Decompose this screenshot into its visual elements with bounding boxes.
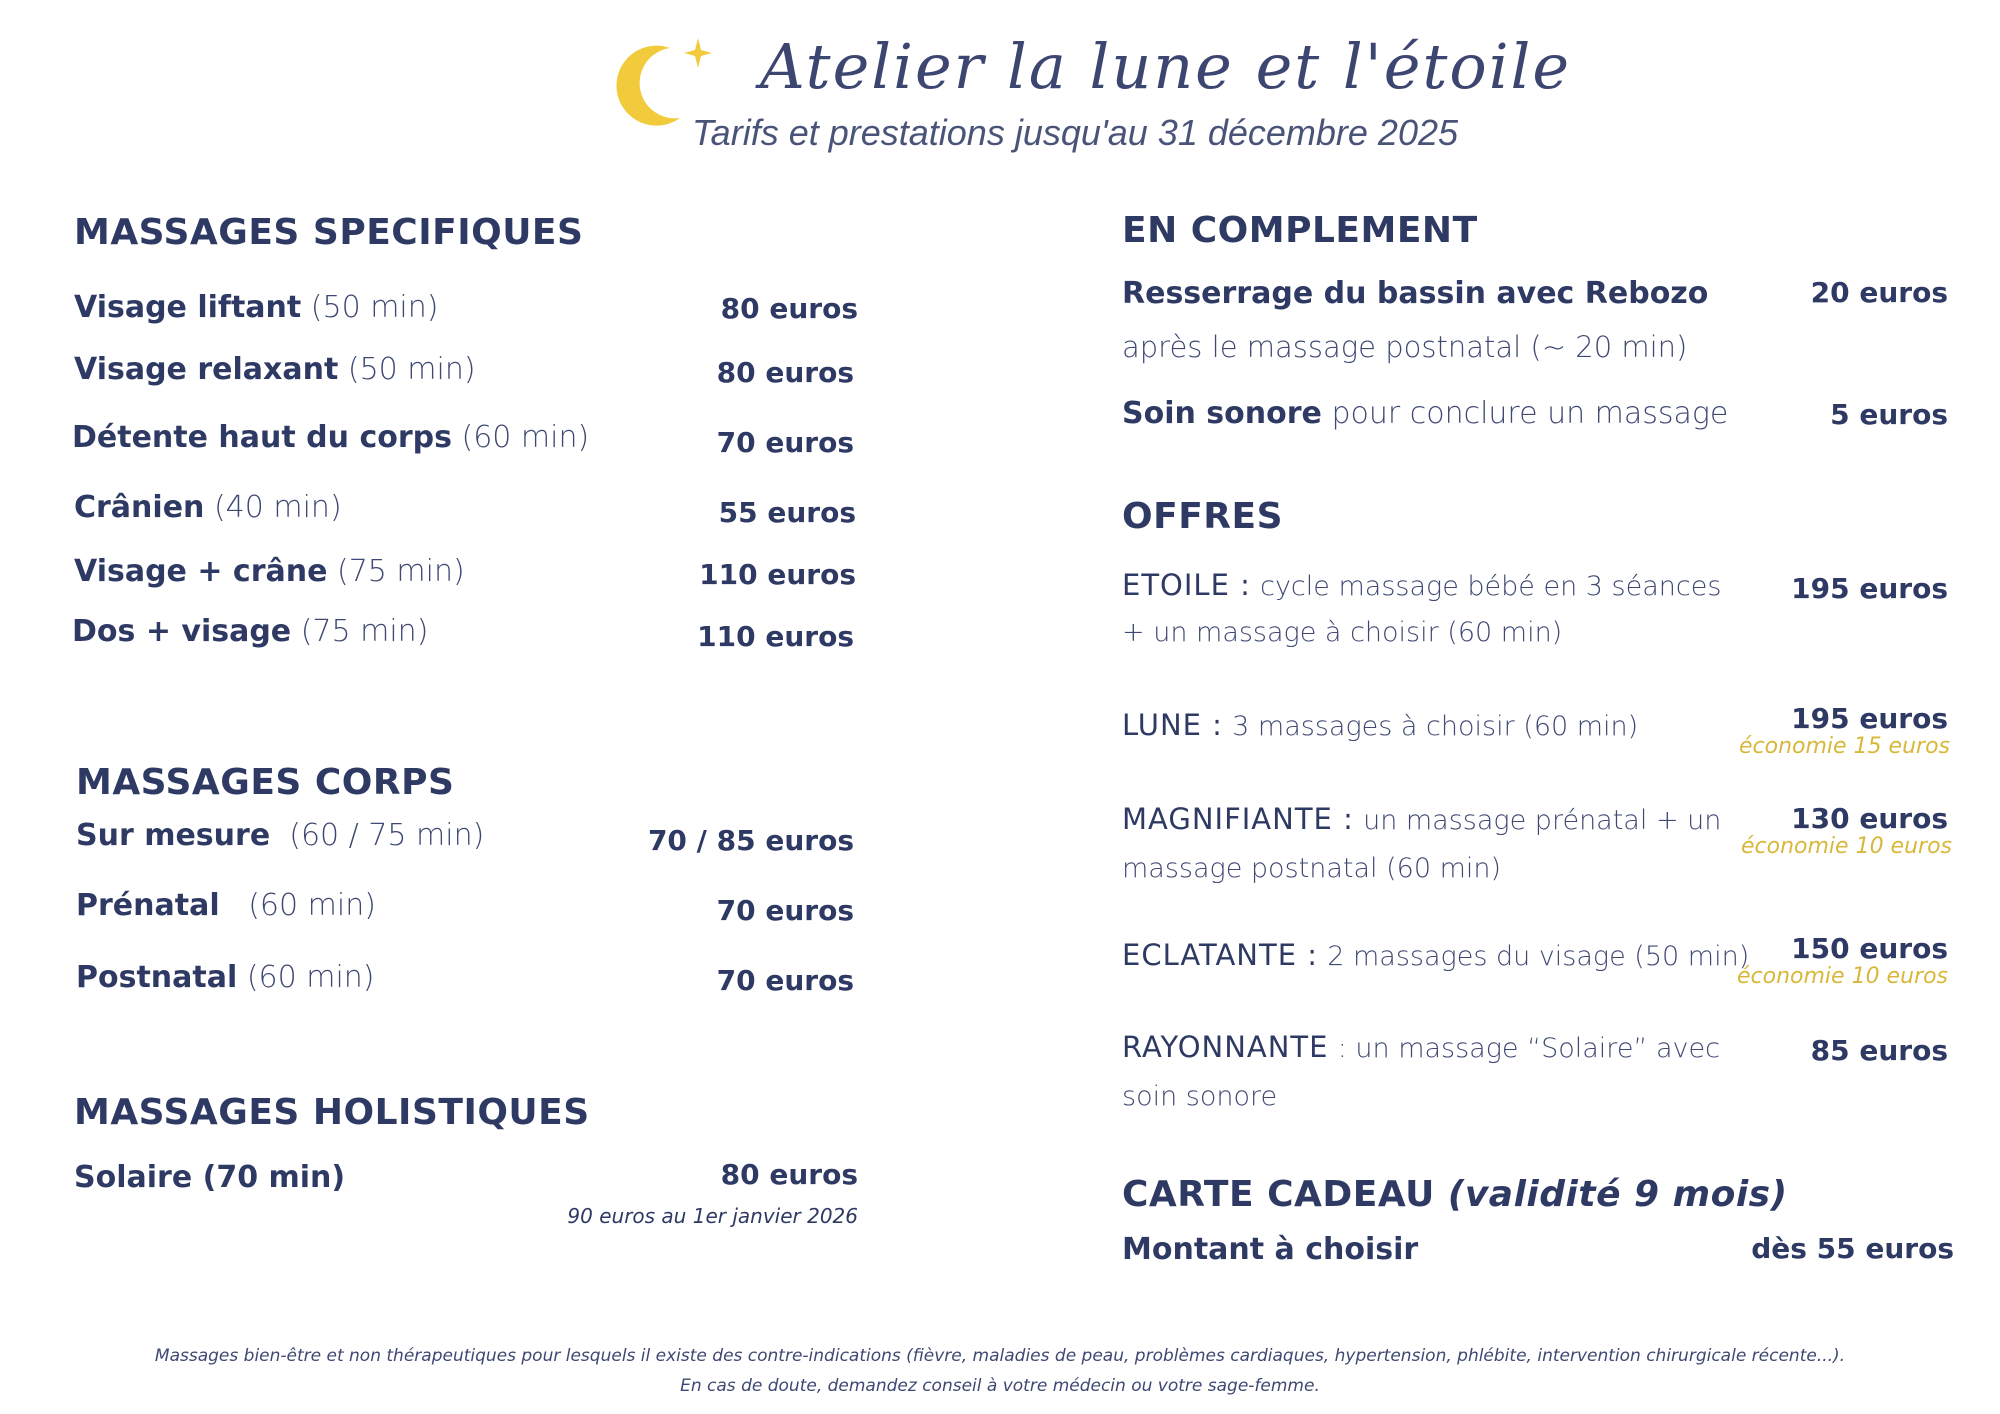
- service-name: Postnatal (60 min): [76, 960, 375, 995]
- section-title-complement: EN COMPLEMENT: [1122, 210, 1478, 251]
- service-price: 5 euros: [1830, 398, 1948, 431]
- service-price: 70 / 85 euros: [647, 824, 854, 857]
- service-name: Visage liftant (50 min): [74, 290, 439, 325]
- service-price: 20 euros: [1810, 276, 1948, 309]
- service-name: Soin sonore pour conclure un massage: [1122, 396, 1729, 431]
- offer-saving: économie 10 euros: [1737, 964, 1948, 989]
- disclaimer-line-1: Massages bien-être et non thérapeutiques pour lesquels il existe des contre-indications (fièvre, maladies de peau, problèmes cardiaques, hypertension, phlébite, intervention chirurgicale récente...).: [154, 1346, 1846, 1366]
- section-title-specifiques: MASSAGES SPECIFIQUES: [74, 212, 584, 253]
- section-title-holistiques: MASSAGES HOLISTIQUES: [74, 1092, 590, 1133]
- service-price: 80 euros: [720, 1158, 858, 1191]
- section-title-offres: OFFRES: [1122, 496, 1284, 537]
- offer-rayonnante: RAYONNANTE : un massage “Solaire” avec: [1122, 1030, 1720, 1064]
- service-name: Montant à choisir: [1122, 1232, 1419, 1267]
- offer-price: 85 euros: [1810, 1034, 1948, 1067]
- service-name: Dos + visage (75 min): [72, 614, 429, 649]
- service-name: Détente haut du corps (60 min): [72, 420, 590, 455]
- service-price: 110 euros: [699, 558, 856, 591]
- offer-saving: économie 15 euros: [1739, 734, 1950, 759]
- offer-price: 195 euros: [1791, 702, 1948, 735]
- offer-etoile: ETOILE : cycle massage bébé en 3 séances: [1122, 568, 1722, 602]
- offer-price: 150 euros: [1791, 932, 1948, 965]
- service-name: Sur mesure (60 / 75 min): [76, 818, 485, 853]
- service-price: 110 euros: [697, 620, 854, 653]
- service-price: 70 euros: [716, 964, 854, 997]
- section-title-corps: MASSAGES CORPS: [76, 762, 455, 803]
- service-price: 80 euros: [716, 356, 854, 389]
- service-name: Visage + crâne (75 min): [74, 554, 465, 589]
- page-subtitle: Tarifs et prestations jusqu'au 31 décembre 2025: [692, 112, 1459, 153]
- offer-eclatante: ECLATANTE : 2 massages du visage (50 min): [1122, 938, 1750, 972]
- service-name: Resserrage du bassin avec Rebozo: [1122, 276, 1709, 311]
- service-price: 70 euros: [716, 426, 854, 459]
- offer-price: 130 euros: [1791, 802, 1948, 835]
- service-desc: après le massage postnatal (~ 20 min): [1122, 330, 1688, 364]
- offer-rayonnante-line2: soin sonore: [1122, 1081, 1278, 1112]
- service-name: Prénatal (60 min): [76, 888, 376, 923]
- service-name: Crânien (40 min): [74, 490, 342, 525]
- service-price: 80 euros: [720, 292, 858, 325]
- price-note: 90 euros au 1er janvier 2026: [567, 1204, 858, 1228]
- offer-saving: économie 10 euros: [1741, 834, 1952, 859]
- offer-lune: LUNE : 3 massages à choisir (60 min): [1122, 708, 1639, 742]
- service-name: Visage relaxant (50 min): [74, 352, 476, 387]
- offer-magnifiante: MAGNIFIANTE : un massage prénatal + un: [1122, 802, 1722, 836]
- page-title: Atelier la lune et l'étoile: [760, 30, 1572, 103]
- service-price: 70 euros: [716, 894, 854, 927]
- service-name: Solaire (70 min): [74, 1160, 346, 1195]
- offer-etoile-line2: + un massage à choisir (60 min): [1122, 617, 1563, 648]
- offer-price: 195 euros: [1791, 572, 1948, 605]
- offer-magnifiante-line2: massage postnatal (60 min): [1122, 853, 1502, 884]
- service-price: dès 55 euros: [1751, 1232, 1954, 1265]
- disclaimer-line-2: En cas de doute, demandez conseil à votre médecin ou votre sage-femme.: [680, 1376, 1320, 1396]
- section-title-carte-cadeau: CARTE CADEAU (validité 9 mois): [1122, 1174, 1788, 1215]
- moon-icon: [616, 46, 680, 126]
- star-icon: [684, 38, 712, 68]
- service-price: 55 euros: [718, 496, 856, 529]
